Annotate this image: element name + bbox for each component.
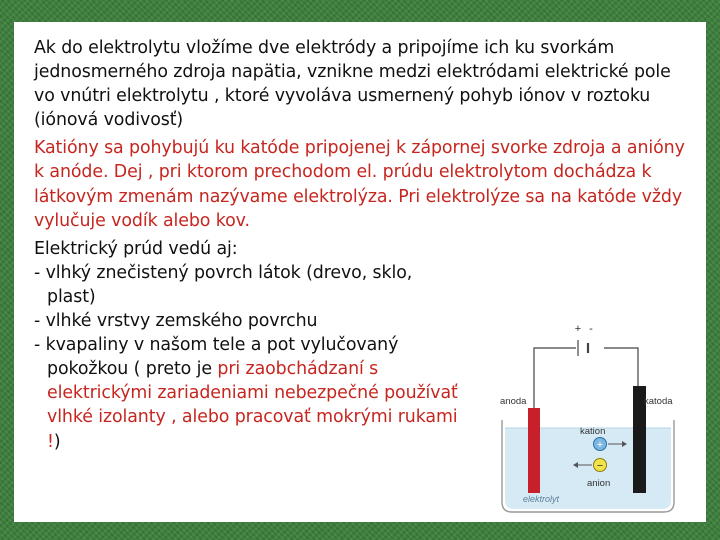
circuit-wires xyxy=(534,340,638,416)
list-item: - vlhké vrstvy zemského povrchu xyxy=(34,311,318,332)
cation-label: kation xyxy=(580,426,606,437)
conductors-list xyxy=(34,261,464,454)
list-item: - vlhký znečistený povrch látok (drevo, sklo, plast) xyxy=(34,262,413,307)
electrolysis-diagram xyxy=(480,312,702,520)
electrolyte-label: elektrolyt xyxy=(523,494,560,504)
cathode-label: katoda xyxy=(644,396,673,407)
plus-sign: + xyxy=(574,323,582,335)
paragraph-intro: Ak do elektrolytu vložíme dve elektródy a pripojíme ich ku svorkám jednosmerného zdroja napätia, vznikne medzi elektródami elektrické pole vo vnútri elektrolytu , ktoré vyvoláva usmernený pohyb iónov v roztoku (iónová vodivosť) xyxy=(34,38,671,131)
anode-label: anoda xyxy=(500,396,527,407)
minus-sign: - xyxy=(589,323,593,335)
list-item-close: ) xyxy=(53,431,61,452)
anode-electrode xyxy=(528,408,540,493)
warning-text: pri zaobchádzaní s elektrickými zariadeniami nebezpečné používať vlhké izolanty , alebo pracovať mokrými rukami ! xyxy=(47,359,458,452)
anion-label: anion xyxy=(587,478,611,489)
cation-sign: + xyxy=(596,439,604,451)
slide-content xyxy=(14,22,706,522)
list-item-text: - kvapaliny v našom tele a pot vylučovaný pokožkou ( preto je xyxy=(34,335,399,380)
list-heading: Elektrický prúd vedú aj: xyxy=(34,238,238,259)
paragraph-electrolysis: Katióny sa pohybujú ku katóde pripojenej k zápornej svorke zdroja a anióny k anóde. Dej , pri ktorom prechodom el. prúdu elektrolytom dochádza k látkovým zmenám nazývame elektrolýza. Pri elektrolýze sa na katóde vždy vylučuje vodík alebo kov. xyxy=(34,138,685,231)
anion-sign: − xyxy=(596,460,604,472)
list-item xyxy=(34,333,464,453)
